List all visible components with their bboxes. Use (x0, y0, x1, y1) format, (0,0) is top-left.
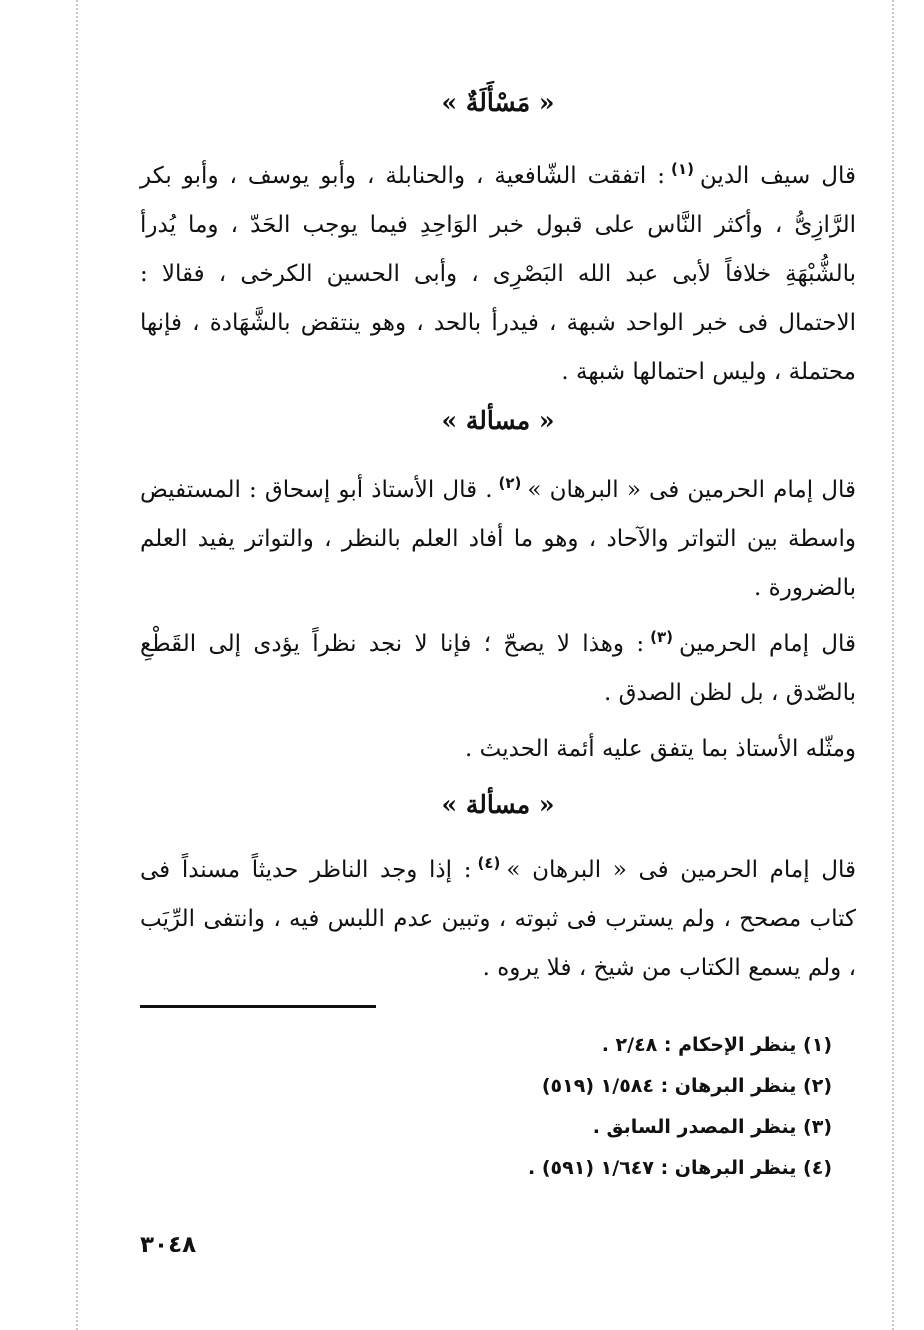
paragraph-text: قال سيف الدين (699, 163, 856, 189)
footnotes-list (140, 1025, 832, 1189)
paragraph (140, 725, 856, 774)
footnote-reference[interactable]: (١) (671, 160, 694, 179)
section-heading: « مسألة » (441, 406, 555, 435)
document-page (140, 0, 856, 1330)
paragraph-text: : إذا وجد الناظر حديثاً مسنداً فى كتاب مصحح ، ولم يسترب فى ثبوته ، وتبين عدم اللبس فيه ، وانتفى الرِّيَب ، ولم يسمع الكتاب من شيخ ، فلا يروه . (140, 857, 856, 981)
footnote-reference[interactable]: (٢) (498, 474, 522, 493)
section-heading: « مَسْأَلَةٌ » (441, 88, 555, 117)
footnote: (٣) ينظر المصدر السابق . (592, 1116, 832, 1138)
paragraph-text: قال إمام الحرمين (678, 631, 856, 657)
paragraph-text: قال إمام الحرمين فى « البرهان » (527, 477, 856, 503)
paragraph-text: : اتفقت الشّافعية ، والحنابلة ، وأبو يوسف ، وأبو بكر الرَّازِىُّ ، وأكثر النَّاس على قبول خبر الوَاحِدِ فيما يوجب الحَدّ ، وما يُدرأ بالشُّبْهَةِ خلافاً لأبى عبد الله البَصْرِى ، وأبى الحسين الكرخى ، فقالا : الاحتمال فى خبر الواحد شبهة ، فيدرأ بالحد ، وهو ينتقض بالشَّهَادة ، فإنها محتملة ، وليس احتمالها شبهة . (140, 163, 856, 385)
paragraph-text: : وهذا لا يصحّ ؛ فإنا لا نجد نظراً يؤدى إلى القَطْعِ بالصّدق ، بل لظن الصدق . (140, 631, 856, 706)
paragraph (140, 466, 856, 613)
paragraph (140, 620, 856, 718)
footnote: (٤) ينظر البرهان : ١/٦٤٧ (٥٩١) . (528, 1157, 832, 1179)
footnote: (٢) ينظر البرهان : ١/٥٨٤ (٥١٩) (541, 1075, 832, 1097)
left-margin-dots (76, 0, 78, 1330)
paragraph (140, 846, 856, 993)
footnote-separator (140, 1005, 376, 1008)
paragraph (140, 152, 856, 397)
paragraph-text: قال إمام الحرمين فى « البرهان » (506, 857, 856, 883)
page-number: ٣٠٤٨ (140, 1232, 197, 1258)
section-heading: « مسألة » (441, 790, 555, 819)
footnote-reference[interactable]: (٤) (477, 854, 501, 873)
paragraph-text: ومثّله الأستاذ بما يتفق عليه أئمة الحديث . (465, 736, 856, 762)
footnote-reference[interactable]: (٣) (650, 628, 673, 647)
paragraph-text: . قال الأستاذ أبو إسحاق : المستفيض واسطة بين التواتر والآحاد ، وهو ما أفاد العلم بالنظر ، والتواتر يفيد العلم بالضرورة . (140, 477, 856, 601)
footnote: (١) ينظر الإحكام : ٢/٤٨ . (601, 1034, 832, 1056)
right-margin-dots (892, 0, 894, 1330)
